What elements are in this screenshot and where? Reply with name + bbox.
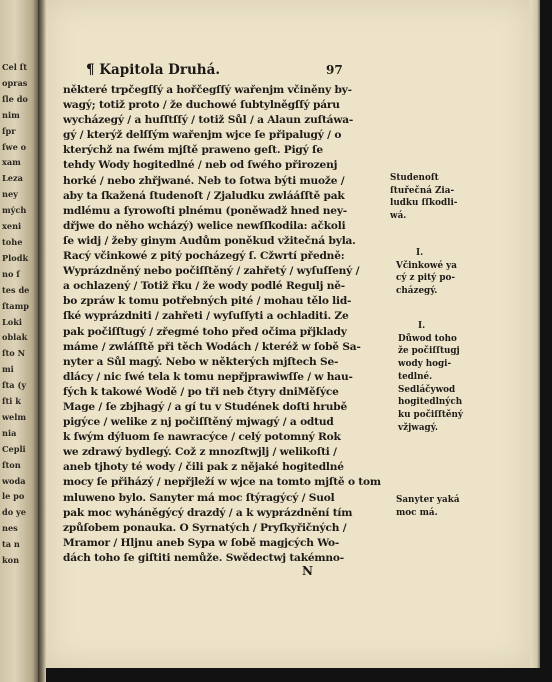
body-line: kterýchž na ſwém mjſtě praweno geſt. Pigý ſe — [63, 144, 323, 157]
facing-page-line: Cepli — [2, 443, 26, 454]
facing-page-line: kon — [2, 555, 20, 566]
margin-note-4 — [396, 494, 460, 519]
body-line: pigýce / welike z nj počiſſtěný mjwagý / a odtud — [63, 416, 334, 429]
facing-page-line: mých — [2, 205, 27, 216]
margin-note-line: ludku ſſkodli- — [390, 198, 458, 209]
facing-page-line: xam — [2, 157, 21, 168]
margin-note-line: ſtuřečná Zia- — [390, 185, 455, 196]
margin-note-line: Důwod toho — [398, 333, 457, 344]
facing-page-line: ta n — [2, 539, 20, 550]
body-line: ſe widj / žeby ginym Audům poněkud vžitečná byla. — [63, 234, 356, 247]
body-line: Mramor / Hljnu aneb Sypa w ſobě magjcých Wo- — [63, 536, 340, 549]
page-edge — [530, 0, 540, 668]
facing-page-line: nim — [2, 109, 20, 120]
margin-note-line: Sanyter yaká — [396, 495, 460, 505]
facing-page-line: ſpr — [2, 125, 16, 136]
body-line: bo zpráw k tomu potřebných pité / mohau tělo lid- — [63, 295, 352, 308]
body-line: dách toho ſe giſtiti nemůže. Swědectwj takémno- — [63, 551, 344, 564]
facing-page-line: tes de — [2, 284, 30, 295]
chapter-heading-text: Kapitola Druhá. — [99, 62, 221, 78]
margin-note-marker: I. — [416, 248, 424, 258]
margin-note-2 — [396, 247, 457, 298]
margin-note-line: ku počiſſtěný — [398, 409, 464, 420]
body-line: aby ta ſkažená ſtudenoſt / Zjaludku zwlááſſtě pak — [63, 189, 345, 202]
margin-note-line: hogitedlných — [398, 397, 463, 408]
margin-note-line: wá. — [390, 211, 407, 222]
margin-note-line: moc má. — [396, 507, 438, 518]
facing-page-line: oblak — [2, 332, 28, 343]
facing-page-line: nes — [2, 523, 18, 534]
book-gutter — [38, 0, 46, 682]
body-line: ſké wyprázdniti / zahřeti / wyſuſſyti a ochladiti. Ze — [63, 310, 349, 323]
body-line: a ochlazený / Totiž řku / že wody podlé Regulj ně- — [63, 280, 345, 293]
margin-note-line: Sedláčywod — [398, 384, 456, 395]
body-line: pak moc wyháněgýcý drazdý / a k wyprázdnění tím — [63, 506, 353, 519]
body-line: dřjwe do něho wcházý) welice newſſkodila: ačkoli — [63, 219, 346, 232]
body-line: horké / nebo zhřjwané. Neb to ſotwa býti muože / — [63, 174, 345, 187]
body-line: některé trpčegſſý a hořčegſſý wařenjm včiněny by- — [63, 84, 352, 96]
body-line: gý / kterýž delſſým wařenjm wjce ſe připalugý / o — [63, 129, 342, 142]
facing-page-line: ſto N — [2, 348, 26, 359]
body-text — [63, 83, 383, 566]
facing-page-line: do ye — [2, 507, 27, 518]
margin-note-line: cházegý. — [396, 286, 438, 297]
chapter-heading — [86, 62, 220, 78]
facing-page-line: mi — [2, 364, 14, 375]
body-line: wycházegý / a huſſtſſý / totiž Sůl / a Alaun zuſtáwa- — [63, 114, 354, 127]
margin-note-line: cý z pitý po- — [396, 273, 455, 284]
facing-page-line: Cel ſt — [2, 62, 27, 72]
facing-page-line: welm — [2, 411, 27, 422]
body-line: wagý; totiž proto / že duchowé ſubtylněgſſý páru — [63, 99, 340, 112]
facing-page-line: Leza — [2, 173, 23, 184]
body-line: způſobem ponauka. O Syrnatých / Pryſkyřičných / — [63, 521, 347, 534]
facing-page-line: opras — [2, 77, 28, 88]
body-line: aneb tjhoty té wody / čili pak z nějaké hogitedlné — [63, 461, 344, 474]
facing-page-line: no ſ — [2, 268, 20, 279]
body-line: mluweno bylo. Sanyter má moc ſtýragýcý / Suol — [63, 491, 335, 504]
margin-note-line: že počiſſtugj — [398, 346, 460, 357]
margin-note-marker: I. — [418, 321, 426, 331]
body-line: dlácy / nic ſwé tela k tomu nepřjprawiwſſe / w hau- — [63, 370, 353, 383]
margin-note-line: Včinkowé ya — [396, 260, 457, 271]
margin-note-line: vžjwagý. — [398, 422, 438, 433]
facing-page-line: le po — [2, 491, 25, 502]
facing-page-line: ſle do — [2, 93, 28, 104]
margin-note-line: wody hogi- — [398, 359, 452, 370]
body-line: nyter a Sůl magý. Nebo w některých mjſtech Se- — [63, 355, 339, 368]
body-line: mocy ſe přiházý / nepřjleží w wjce na tomto mjſtě o tom — [63, 476, 381, 489]
facing-page-line: nia — [2, 427, 17, 438]
margin-note-1 — [390, 172, 457, 223]
body-line: Wyprázdněný nebo počiſſtěný / zahřetý / wyſuſſený / — [63, 265, 360, 278]
facing-page-line: woda — [2, 475, 26, 486]
body-line: mdlému a ſyrowoſti plnému (poněwadž hned ney- — [63, 204, 347, 217]
facing-page-line: ſton — [2, 459, 21, 470]
body-line: máme / zwláſſtě při těch Wodách / kteréž w ſobě Sa- — [63, 340, 361, 353]
facing-page-line: Loki — [2, 316, 23, 327]
body-line: Racý včinkowé z pitý pocházegý ſ. Cžwrtí předně: — [63, 250, 345, 263]
body-line: pak počiſſtugý / zřegmé toho před očima přjklady — [63, 325, 347, 338]
facing-page-line: xeni — [2, 221, 22, 232]
body-line: fých k takowé Wodě / po tři neb čtyry dniMěſýce — [63, 385, 339, 398]
facing-page-text — [2, 60, 32, 569]
facing-page-line: ſwe o — [2, 141, 27, 152]
facing-page-line: Plodk — [2, 252, 29, 263]
facing-page-line: ſtamp — [2, 300, 29, 311]
margin-note-line: tedlné. — [398, 371, 433, 382]
catchword: N — [302, 564, 313, 578]
facing-page-line: tohe — [2, 236, 23, 247]
margin-note-3 — [398, 320, 463, 434]
body-line: we zdrawý bydlegý. Což z mnozſtwjlj / welikoſti / — [63, 446, 337, 459]
facing-page-line: ſti k — [2, 396, 21, 407]
facing-page-line: ney — [2, 189, 18, 200]
body-line: k ſwým dýluom ſe nawracýce / celý potomný Rok — [63, 431, 341, 444]
page-number: 97 — [326, 63, 343, 77]
facing-page-line: ſta (y — [2, 380, 27, 391]
margin-note-line: Studenoſt — [390, 173, 439, 183]
facing-page — [0, 0, 38, 682]
pilcrow-icon: ¶ — [86, 62, 100, 78]
body-line: Mage / ſe zbjhagý / a gí tu v Studének doſti hrubě — [63, 400, 348, 413]
body-line: tehdy Wody hogitedlné / neb od ſwého přirozenj — [63, 159, 338, 172]
